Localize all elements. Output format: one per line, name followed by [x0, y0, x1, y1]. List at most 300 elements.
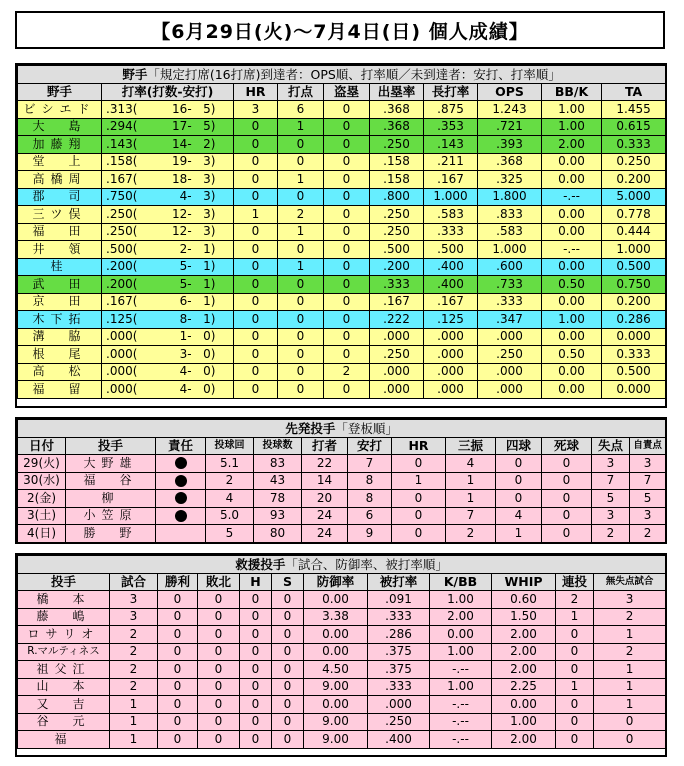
stat-w: 0 [158, 696, 198, 714]
table-row [18, 661, 666, 679]
player-name: 井 領 [18, 241, 102, 259]
stat-ip: 5.1 [206, 455, 254, 473]
stat-ta: 0.500 [602, 363, 666, 381]
pitcher-name: 福 谷 [66, 472, 156, 490]
stat-so: 1 [446, 472, 496, 490]
pitcher-name: R.マルティネス [18, 643, 110, 661]
game-date: 30(水) [18, 472, 66, 490]
stat-scoreless: 1 [594, 661, 666, 679]
stat-slg: .167 [424, 171, 478, 189]
stat-slg: .125 [424, 311, 478, 329]
at-bats-hits: 1- 0) [179, 329, 216, 344]
stat-g: 1 [110, 713, 158, 731]
stat-hr: 0 [392, 490, 446, 508]
stat-rbi: 0 [278, 276, 324, 294]
stat-slg: .400 [424, 276, 478, 294]
stat-bbk: 0.00 [542, 293, 602, 311]
stat-slg: .167 [424, 293, 478, 311]
stat-er: 7 [630, 472, 666, 490]
stat-so: 2 [446, 525, 496, 543]
batting-avg: .250( [106, 224, 138, 239]
player-name: 武 田 [18, 276, 102, 294]
stat-bbk: -.-- [542, 188, 602, 206]
stat-h: 8 [348, 472, 392, 490]
stat-ops: .393 [478, 136, 542, 154]
stat-h: 9 [348, 525, 392, 543]
batting-avg-cell [102, 241, 234, 259]
header-3: 投球回 [206, 437, 254, 455]
stat-hr: 0 [234, 136, 278, 154]
table-row [18, 223, 666, 241]
stat-rbi: 0 [278, 153, 324, 171]
batting-avg: .500( [106, 241, 138, 256]
stat-l: 0 [198, 713, 240, 731]
header-1: 試合 [110, 573, 158, 591]
table-row [18, 363, 666, 381]
stat-scoreless: 2 [594, 608, 666, 626]
stat-g: 2 [110, 643, 158, 661]
game-date: 3(土) [18, 507, 66, 525]
stat-consec: 2 [556, 591, 594, 609]
pitcher-name: ロサリオ [18, 626, 110, 644]
stat-slg: .333 [424, 223, 478, 241]
stat-rbi: 0 [278, 188, 324, 206]
stat-hr: 0 [234, 311, 278, 329]
batting-avg-cell [102, 258, 234, 276]
stat-sb: 0 [324, 328, 370, 346]
stat-g: 3 [110, 591, 158, 609]
header-1: 投手 [66, 437, 156, 455]
player-name: ビシエド [18, 101, 102, 119]
player-name: 加藤翔 [18, 136, 102, 154]
player-name: 桂 [18, 258, 102, 276]
pitcher-name: 又 吉 [18, 696, 110, 714]
table-row [18, 258, 666, 276]
header-0: 打率(打数-安打) [102, 83, 234, 101]
stat-ta: 5.000 [602, 188, 666, 206]
stat-era: 0.00 [304, 696, 368, 714]
stat-sb: 0 [324, 241, 370, 259]
stat-bb: 1 [496, 525, 542, 543]
stat-hr: 0 [392, 455, 446, 473]
stat-ops: .000 [478, 363, 542, 381]
responsibility-cell [156, 472, 206, 490]
stat-rbi: 0 [278, 241, 324, 259]
stat-sb: 0 [324, 101, 370, 119]
table-row [18, 626, 666, 644]
stat-h: 0 [240, 731, 272, 749]
stat-bb: 0 [496, 455, 542, 473]
pitcher-name: 祖父江 [18, 661, 110, 679]
header-4: H [240, 573, 272, 591]
stat-rbi: 1 [278, 258, 324, 276]
stat-consec: 1 [556, 678, 594, 696]
stat-baa: .000 [368, 696, 430, 714]
stat-ops: .325 [478, 171, 542, 189]
stat-ops: .000 [478, 381, 542, 399]
stat-ta: 0.500 [602, 258, 666, 276]
at-bats-hits: 19- 3) [172, 154, 216, 169]
stat-ops: .833 [478, 206, 542, 224]
stat-hr: 0 [234, 276, 278, 294]
stat-r: 3 [592, 455, 630, 473]
batting-avg: .000( [106, 381, 138, 396]
stat-hbp: 0 [542, 525, 592, 543]
at-bats-hits: 12- 3) [172, 206, 216, 221]
stat-ta: 1.455 [602, 101, 666, 119]
stat-ta: 0.444 [602, 223, 666, 241]
stat-bbk: 0.50 [542, 346, 602, 364]
stat-ta: 0.000 [602, 328, 666, 346]
stat-slg: .143 [424, 136, 478, 154]
header-1: HR [234, 83, 278, 101]
stat-ta: 0.615 [602, 118, 666, 136]
pitcher-name: 福 [18, 731, 110, 749]
stat-obp: .368 [370, 101, 424, 119]
batting-avg: .294( [106, 119, 138, 134]
header-5: 打者 [302, 437, 348, 455]
stat-baa: .250 [368, 713, 430, 731]
batting-avg: .250( [106, 206, 138, 221]
stat-l: 0 [198, 731, 240, 749]
pitcher-name: 勝 野 [66, 525, 156, 543]
stat-ops: .368 [478, 153, 542, 171]
stat-r: 3 [592, 507, 630, 525]
stat-sb: 0 [324, 188, 370, 206]
stat-bbk: 1.00 [542, 101, 602, 119]
header-7: 被打率 [368, 573, 430, 591]
batting-avg-cell [102, 206, 234, 224]
stat-so: 7 [446, 507, 496, 525]
stat-era: 9.00 [304, 713, 368, 731]
stat-g: 2 [110, 661, 158, 679]
stat-h: 0 [240, 696, 272, 714]
stat-bbk: 1.00 [542, 311, 602, 329]
stat-er: 5 [630, 490, 666, 508]
stat-scoreless: 1 [594, 696, 666, 714]
stat-er: 3 [630, 455, 666, 473]
stat-bbk: 0.00 [542, 258, 602, 276]
stat-scoreless: 2 [594, 643, 666, 661]
table-row [18, 171, 666, 189]
stat-kbb: -.-- [430, 731, 492, 749]
stat-bbk: -.-- [542, 241, 602, 259]
header-11: 失点 [592, 437, 630, 455]
batting-avg-cell [102, 153, 234, 171]
starters-section-label: 先発投手 [285, 420, 336, 436]
stat-obp: .158 [370, 153, 424, 171]
relievers-table [17, 555, 666, 749]
stat-ops: .721 [478, 118, 542, 136]
stat-hr: 0 [234, 188, 278, 206]
stat-bf: 20 [302, 490, 348, 508]
batting-avg-cell [102, 118, 234, 136]
player-name: 溝 脇 [18, 328, 102, 346]
batting-avg: .200( [106, 259, 138, 274]
stat-slg: .000 [424, 328, 478, 346]
stat-obp: .368 [370, 118, 424, 136]
stat-sb: 0 [324, 136, 370, 154]
stat-bbk: 0.00 [542, 206, 602, 224]
stat-consec: 0 [556, 696, 594, 714]
stat-era: 0.00 [304, 591, 368, 609]
relievers-section-note: 「試合、防御率、被打率順」 [285, 556, 448, 572]
stat-hr: 0 [392, 525, 446, 543]
stat-scoreless: 1 [594, 678, 666, 696]
header-4: 投球数 [254, 437, 302, 455]
stat-obp: .333 [370, 276, 424, 294]
batting-avg: .000( [106, 346, 138, 361]
table-row [18, 608, 666, 626]
at-bats-hits: 4- 0) [179, 381, 216, 396]
pitcher-name: 小笠原 [66, 507, 156, 525]
header-6: 安打 [348, 437, 392, 455]
batting-section-label: 野手 [122, 66, 148, 82]
stat-slg: .000 [424, 363, 478, 381]
stat-consec: 0 [556, 713, 594, 731]
stat-ta: 0.333 [602, 136, 666, 154]
header-4: 出塁率 [370, 83, 424, 101]
pitcher-name: 谷 元 [18, 713, 110, 731]
stat-kbb: -.-- [430, 661, 492, 679]
stat-rbi: 0 [278, 363, 324, 381]
header-11: 無失点試合 [594, 573, 666, 591]
table-row [18, 153, 666, 171]
stat-hr: 0 [234, 171, 278, 189]
stat-sb: 0 [324, 118, 370, 136]
stat-consec: 1 [556, 608, 594, 626]
stat-ta: 0.000 [602, 381, 666, 399]
batting-avg: .200( [106, 276, 138, 291]
stat-obp: .250 [370, 223, 424, 241]
stat-s: 0 [272, 626, 304, 644]
batting-avg-cell [102, 276, 234, 294]
stat-hr: 0 [234, 293, 278, 311]
stat-baa: .400 [368, 731, 430, 749]
stat-bbk: 0.00 [542, 328, 602, 346]
table-row [18, 293, 666, 311]
stat-scoreless: 0 [594, 731, 666, 749]
stat-l: 0 [198, 591, 240, 609]
stat-whip: 2.00 [492, 731, 556, 749]
batting-table [17, 65, 666, 399]
stat-obp: .167 [370, 293, 424, 311]
stat-pitches: 83 [254, 455, 302, 473]
stat-slg: .875 [424, 101, 478, 119]
at-bats-hits: 18- 3) [172, 171, 216, 186]
header-0: 日付 [18, 437, 66, 455]
table-row [18, 101, 666, 119]
stat-baa: .375 [368, 661, 430, 679]
stat-rbi: 0 [278, 328, 324, 346]
batting-avg-cell [102, 188, 234, 206]
stat-s: 0 [272, 591, 304, 609]
stat-ops: .600 [478, 258, 542, 276]
stat-ta: 0.286 [602, 311, 666, 329]
stat-era: 0.00 [304, 626, 368, 644]
stat-w: 0 [158, 661, 198, 679]
table-row [18, 713, 666, 731]
stat-hbp: 0 [542, 507, 592, 525]
stat-h: 0 [240, 608, 272, 626]
player-name: 木下拓 [18, 311, 102, 329]
header-10: 死球 [542, 437, 592, 455]
stat-era: 4.50 [304, 661, 368, 679]
header-0: 投手 [18, 573, 110, 591]
stat-sb: 0 [324, 293, 370, 311]
stat-slg: .400 [424, 258, 478, 276]
header-player: 野手 [18, 83, 102, 101]
stat-s: 0 [272, 678, 304, 696]
batting-avg-cell [102, 101, 234, 119]
at-bats-hits: 4- 0) [179, 364, 216, 379]
table-row [18, 206, 666, 224]
stat-w: 0 [158, 626, 198, 644]
batting-avg-cell [102, 293, 234, 311]
stat-obp: .200 [370, 258, 424, 276]
batting-avg: .000( [106, 364, 138, 379]
batting-avg-cell [102, 311, 234, 329]
stat-scoreless: 3 [594, 591, 666, 609]
stat-bbk: 0.00 [542, 223, 602, 241]
stat-sb: 2 [324, 363, 370, 381]
stat-bf: 24 [302, 525, 348, 543]
stat-ip: 5.0 [206, 507, 254, 525]
stat-slg: .353 [424, 118, 478, 136]
stat-sb: 0 [324, 153, 370, 171]
batting-section-header [18, 66, 666, 84]
stat-g: 1 [110, 696, 158, 714]
stat-s: 0 [272, 661, 304, 679]
stat-ops: .733 [478, 276, 542, 294]
table-row [18, 472, 666, 490]
player-name: 福 田 [18, 223, 102, 241]
table-row [18, 591, 666, 609]
header-2: 勝利 [158, 573, 198, 591]
player-name: 三ツ俣 [18, 206, 102, 224]
stat-ops: .333 [478, 293, 542, 311]
stat-kbb: 1.00 [430, 643, 492, 661]
stat-sb: 0 [324, 171, 370, 189]
player-name: 高橋周 [18, 171, 102, 189]
stat-bbk: 0.00 [542, 381, 602, 399]
stat-ops: 1.000 [478, 241, 542, 259]
stat-s: 0 [272, 713, 304, 731]
batting-avg: .143( [106, 136, 138, 151]
stat-ops: 1.243 [478, 101, 542, 119]
stat-ta: 0.750 [602, 276, 666, 294]
header-9: WHIP [492, 573, 556, 591]
responsibility-cell [156, 525, 206, 543]
stat-r: 2 [592, 525, 630, 543]
player-name: 高 松 [18, 363, 102, 381]
stat-pitches: 93 [254, 507, 302, 525]
stat-h: 0 [240, 678, 272, 696]
stat-ip: 4 [206, 490, 254, 508]
stat-ta: 1.000 [602, 241, 666, 259]
stat-ta: 0.200 [602, 293, 666, 311]
pitcher-name: 橋 本 [18, 591, 110, 609]
stat-s: 0 [272, 696, 304, 714]
stat-era: 0.00 [304, 643, 368, 661]
stat-pitches: 43 [254, 472, 302, 490]
table-row [18, 507, 666, 525]
stat-era: 9.00 [304, 731, 368, 749]
stat-bbk: 2.00 [542, 136, 602, 154]
stat-scoreless: 1 [594, 626, 666, 644]
stat-consec: 0 [556, 643, 594, 661]
stat-consec: 0 [556, 661, 594, 679]
header-8: K/BB [430, 573, 492, 591]
stat-era: 9.00 [304, 678, 368, 696]
stat-s: 0 [272, 608, 304, 626]
stat-w: 0 [158, 608, 198, 626]
stat-rbi: 6 [278, 101, 324, 119]
batting-avg-cell [102, 346, 234, 364]
stat-w: 0 [158, 643, 198, 661]
batting-avg-cell [102, 328, 234, 346]
relievers-header-row [18, 573, 666, 591]
batting-header-row [18, 83, 666, 101]
header-7: HR [392, 437, 446, 455]
stat-hr: 0 [234, 241, 278, 259]
stat-sb: 0 [324, 276, 370, 294]
stat-sb: 0 [324, 346, 370, 364]
stat-kbb: -.-- [430, 696, 492, 714]
header-2: 打点 [278, 83, 324, 101]
stat-whip: 2.00 [492, 626, 556, 644]
table-row [18, 328, 666, 346]
stat-whip: 2.25 [492, 678, 556, 696]
stat-w: 0 [158, 678, 198, 696]
stat-obp: .500 [370, 241, 424, 259]
header-5: 長打率 [424, 83, 478, 101]
stat-whip: 2.00 [492, 643, 556, 661]
responsibility-dot-icon [175, 510, 187, 522]
stat-bbk: 1.00 [542, 118, 602, 136]
stat-obp: .222 [370, 311, 424, 329]
stat-rbi: 2 [278, 206, 324, 224]
table-row [18, 678, 666, 696]
stat-bb: 4 [496, 507, 542, 525]
stat-hr: 1 [234, 206, 278, 224]
relievers-section-label: 救援投手 [235, 556, 286, 572]
table-row [18, 643, 666, 661]
stat-rbi: 0 [278, 381, 324, 399]
stat-rbi: 0 [278, 311, 324, 329]
table-row [18, 731, 666, 749]
player-name: 大 島 [18, 118, 102, 136]
starters-section-note: 「登板順」 [335, 420, 398, 436]
batting-avg: .167( [106, 294, 138, 309]
header-9: 四球 [496, 437, 542, 455]
stat-kbb: 1.00 [430, 591, 492, 609]
stat-w: 0 [158, 713, 198, 731]
stat-slg: 1.000 [424, 188, 478, 206]
header-7: BB/K [542, 83, 602, 101]
stat-consec: 0 [556, 731, 594, 749]
header-3: 盗塁 [324, 83, 370, 101]
table-row [18, 696, 666, 714]
responsibility-dot-icon [175, 475, 187, 487]
stat-hbp: 0 [542, 455, 592, 473]
stat-whip: 0.60 [492, 591, 556, 609]
stat-pitches: 78 [254, 490, 302, 508]
stat-obp: .000 [370, 363, 424, 381]
stat-s: 0 [272, 731, 304, 749]
stat-hbp: 0 [542, 472, 592, 490]
stat-hr: 3 [234, 101, 278, 119]
